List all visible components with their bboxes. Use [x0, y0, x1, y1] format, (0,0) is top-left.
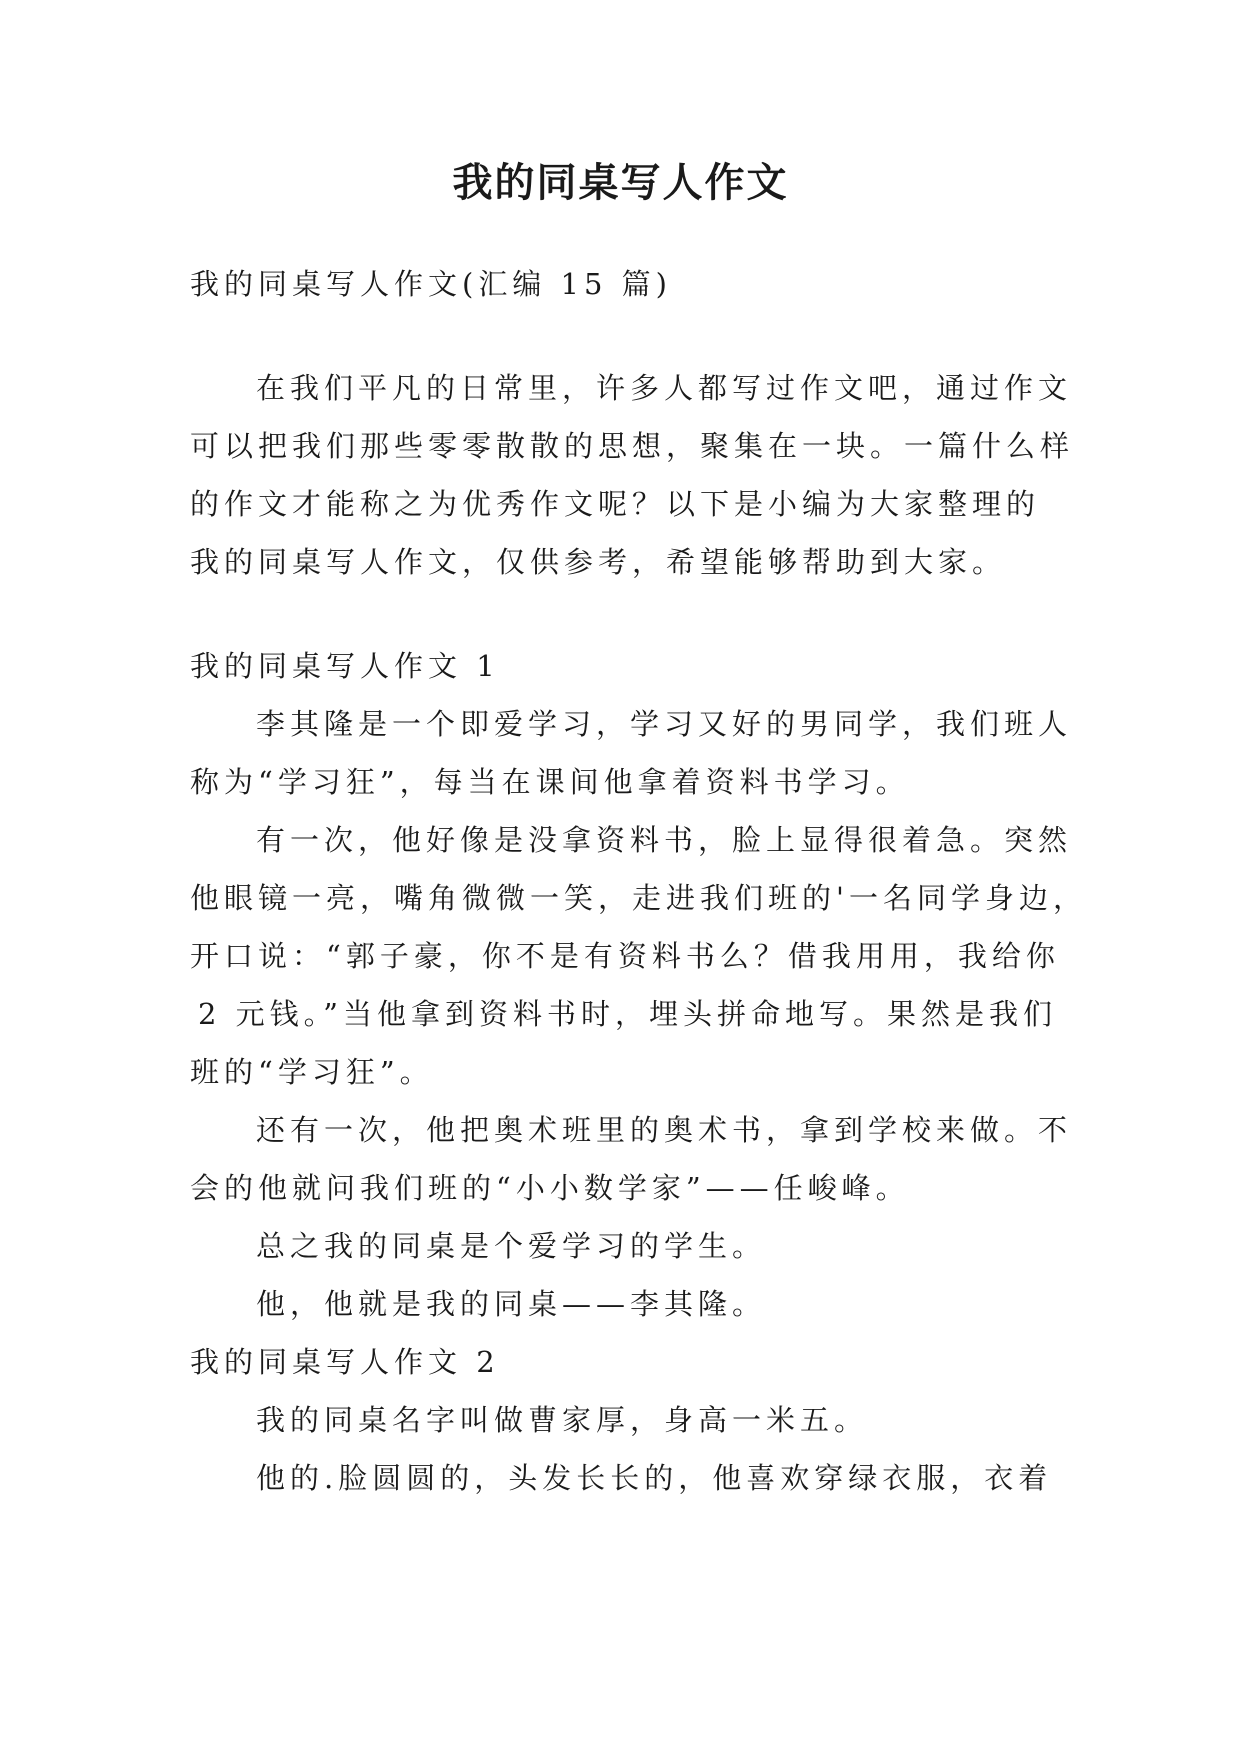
body-line: 班的“学习狂”。	[190, 1055, 434, 1089]
body-line: 称为“学习狂”，每当在课间他拿着资料书学习。	[190, 765, 910, 799]
document-title: 我的同桌写人作文	[452, 159, 789, 206]
intro-line: 可以把我们那些零零散散的思想，聚集在一块。一篇什么样	[190, 429, 1075, 463]
intro-line: 在我们平凡的日常里，许多人都写过作文吧，通过作文	[256, 371, 1073, 405]
body-line: 2 元钱。”当他拿到资料书时，埋头拼命地写。果然是我们	[198, 997, 1057, 1031]
section-heading: 我的同桌写人作文 2	[190, 1345, 500, 1379]
body-line: 有一次，他好像是没拿资料书，脸上显得很着急。突然	[256, 823, 1073, 857]
body-line: 开口说：“郭子豪，你不是有资料书么？借我用用，我给你	[190, 939, 1060, 973]
intro-line: 的作文才能称之为优秀作文呢？以下是小编为大家整理的	[190, 487, 1041, 521]
intro-line: 我的同桌写人作文，仅供参考，希望能够帮助到大家。	[190, 545, 1007, 579]
body-line: 他的.脸圆圆的，头发长长的，他喜欢穿绿衣服，衣着	[256, 1461, 1053, 1495]
document-subtitle: 我的同桌写人作文(汇编 15 篇)	[190, 267, 672, 301]
body-line: 总之我的同桌是个爱学习的学生。	[256, 1229, 767, 1263]
section-heading: 我的同桌写人作文 1	[190, 649, 500, 683]
body-line: 李其隆是一个即爱学习，学习又好的男同学，我们班人	[256, 707, 1073, 741]
body-line: 我的同桌名字叫做曹家厚，身高一米五。	[256, 1403, 869, 1437]
body-line: 会的他就问我们班的“小小数学家”——任峻峰。	[190, 1171, 910, 1205]
body-line: 还有一次，他把奥术班里的奥术书，拿到学校来做。不	[256, 1113, 1073, 1147]
body-line: 他眼镜一亮，嘴角微微一笑，走进我们班的'一名同学身边，	[190, 881, 1087, 915]
body-line: 他，他就是我的同桌——李其隆。	[256, 1287, 767, 1321]
